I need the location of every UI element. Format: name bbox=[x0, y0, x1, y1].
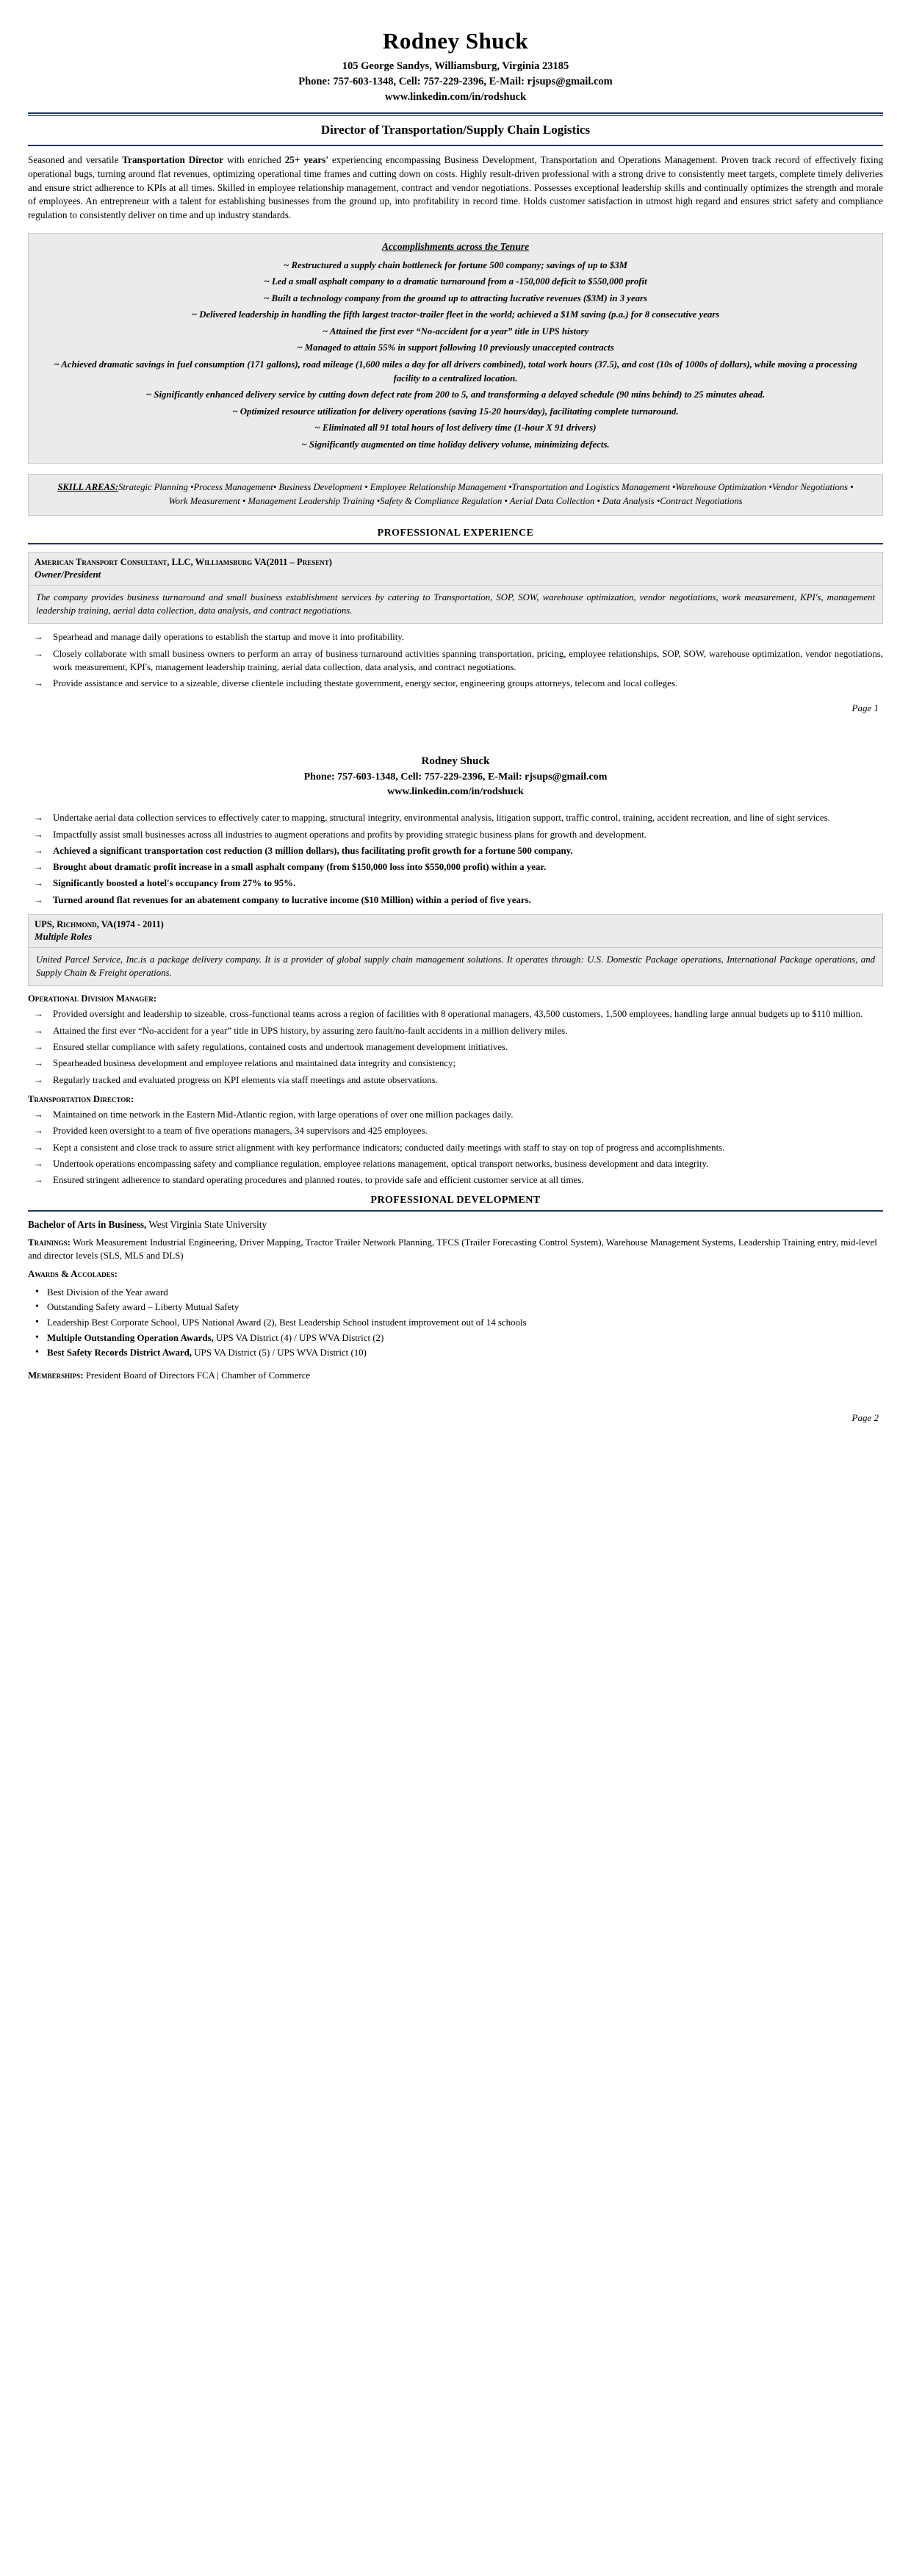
accomplishment-item: ~ Led a small asphalt company to a dramatic turnaround from a -150,000 deficit to $550,000 profit bbox=[264, 276, 647, 287]
resume-page-2 bbox=[0, 722, 911, 1431]
summary-part-1: Seasoned and versatile bbox=[28, 154, 123, 166]
job-role: Owner/President bbox=[35, 569, 101, 580]
section-heading-professional-experience: PROFESSIONAL EXPERIENCE bbox=[377, 528, 534, 539]
accomplishment-item: ~ Restructured a supply chain bottleneck for fortune 500 company; savings of up to $3M bbox=[284, 259, 627, 270]
candidate-linkedin[interactable]: www.linkedin.com/in/rodshuck bbox=[387, 785, 524, 797]
list-item bbox=[28, 1346, 883, 1360]
resume-header bbox=[28, 28, 883, 116]
job-bullet-list-continued bbox=[28, 811, 883, 907]
candidate-phone-email: Phone: 757-603-1348, Cell: 757-229-2396, E-Mail: rjsups@gmail.com bbox=[298, 76, 613, 88]
degree-title: Bachelor of Arts in Business, bbox=[28, 1218, 147, 1230]
accomplishment-item: ~ Significantly enhanced delivery service by cutting down defect rate from 200 to 5, and transforming a delayed schedule (90 mins behind) to 25 minutes ahead. bbox=[145, 389, 766, 400]
list-item: → Ensured stringent adherence to standard operating procedures and planned routes, to provide safe and efficient customer service at all times. bbox=[28, 1173, 883, 1187]
section-divider bbox=[28, 1210, 883, 1212]
memberships-text: President Board of Directors FCA | Chamber of Commerce bbox=[83, 1370, 311, 1381]
awards-label-line bbox=[28, 1267, 883, 1281]
list-item: → Ensured stellar compliance with safety regulations, contained costs and undertook management development initiatives. bbox=[28, 1040, 883, 1054]
list-item: → Provide assistance and service to a sizeable, diverse clientele including thestate government, energy sector, engineering groups attorneys, telecom and local colleges. bbox=[28, 677, 883, 690]
accomplishments-heading: Accomplishments across the Tenure bbox=[381, 240, 530, 252]
summary-part-2: with enriched bbox=[223, 154, 285, 166]
candidate-linkedin[interactable]: www.linkedin.com/in/rodshuck bbox=[384, 91, 527, 104]
award-bold-part: Best Safety Records District Award, bbox=[47, 1348, 192, 1359]
summary-bold-1: Transportation Director bbox=[122, 154, 224, 166]
degree-line bbox=[28, 1219, 883, 1231]
skill-areas-label: SKILL AREAS: bbox=[57, 482, 119, 493]
memberships-label: Memberships: bbox=[28, 1370, 84, 1381]
list-item: → Provided oversight and leadership to sizeable, cross-functional teams across a region of facilities with 8 operational managers, 43,500 customers, 1,500 employees, handling large annual budgets up to $110 million. bbox=[28, 1007, 883, 1021]
accomplishment-item: ~ Optimized resource utilization for delivery operations (saving 15-20 hours/day), facilitating complete turnaround. bbox=[232, 406, 679, 417]
awards-label: Awards & Accolades: bbox=[28, 1268, 118, 1279]
list-item: → Brought about dramatic profit increase in a small asphalt company (from $150,000 loss into $550,000 profit) within a year. bbox=[28, 860, 883, 874]
job-subrole-transportation-director: Transportation Director: bbox=[28, 1093, 134, 1104]
page-number-1: Page 1 bbox=[851, 702, 879, 713]
header-divider-thin bbox=[28, 115, 883, 116]
accomplishment-item: ~ Built a technology company from the ground up to attracting lucrative revenues ($3M) in 3 years bbox=[263, 292, 648, 303]
accomplishment-item: ~ Significantly augmented on time holiday delivery volume, minimizing defects. bbox=[301, 439, 610, 450]
accomplishment-item: ~ Achieved dramatic savings in fuel consumption (171 gallons), road mileage (1,600 miles a day for all drivers combined), total work hours (37.5), and cost (10s of 1000s of dollars), while moving a processing facility to a centralized location. bbox=[54, 359, 857, 384]
list-item: → Undertook operations encompassing safety and compliance regulation, employee relations management, optical transport networks, business development and data integrity. bbox=[28, 1157, 883, 1170]
list-item: → Undertake aerial data collection services to effectively cater to mapping, structural integrity, environmental analysis, litigation support, traffic control, training, accident recreation, and line of sight services. bbox=[28, 811, 883, 824]
professional-summary bbox=[28, 154, 883, 223]
section-divider bbox=[28, 543, 883, 544]
summary-bold-2: 25+ years' bbox=[284, 154, 329, 166]
job-description: United Parcel Service, Inc.is a package delivery company. It is a provider of global supply chain management solutions. It operates through: U.S. Domestic Package operations, International Package operations, and Supply Chain & Freight operations. bbox=[28, 948, 883, 986]
job-subrole-bullet-list bbox=[28, 1007, 883, 1087]
contact-block bbox=[28, 770, 883, 800]
candidate-address: 105 George Sandys, Williamsburg, Virginia 23185 bbox=[342, 60, 569, 72]
trainings-line bbox=[28, 1236, 883, 1263]
candidate-phone-email: Phone: 757-603-1348, Cell: 757-229-2396, E-Mail: rjsups@gmail.com bbox=[303, 771, 608, 782]
section-heading-professional-development: PROFESSIONAL DEVELOPMENT bbox=[370, 1194, 541, 1206]
trainings-text: Work Measurement Industrial Engineering, Driver Mapping, Tractor Trailer Network Planning, TFCS (Trailer Forecasting Control System), Warehouse Management Systems, Leadership Training entry, mid-level and director levels (SLS, MLS and DLS) bbox=[28, 1237, 877, 1262]
list-item: → Provided keen oversight to a team of five operations managers, 34 supervisors and 425 employees. bbox=[28, 1124, 883, 1137]
list-item: → Spearhead and manage daily operations to establish the startup and move it into profitability. bbox=[28, 630, 883, 644]
candidate-name: Rodney Shuck bbox=[421, 755, 490, 767]
job-subrole-operational-division-manager: Operational Division Manager: bbox=[28, 993, 157, 1004]
job-subrole-bullet-list bbox=[28, 1108, 883, 1187]
page-title: Director of Transportation/Supply Chain Logistics bbox=[320, 123, 591, 137]
accomplishment-item: ~ Delivered leadership in handling the fifth largest tractor-trailer fleet in the world; achieved a $1M saving (p.a.) for 8 consecutive years bbox=[191, 309, 720, 320]
job-description: The company provides business turnaround and small business establishment services by catering to Transportation, SOP, SOW, warehouse optimization, vendor negotiations, work measurement, KPI's, management leadership training, aerial data collection, data analysis, and contract negotiations. bbox=[28, 586, 883, 624]
job-entry-american-transport bbox=[28, 552, 883, 691]
memberships-line bbox=[28, 1369, 883, 1383]
job-company: American Transport Consultant, LLC, Williamsburg VA(2011 – Present) bbox=[35, 557, 332, 568]
accomplishment-item: ~ Eliminated all 91 total hours of lost delivery time (1-hour X 91 drivers) bbox=[314, 422, 597, 433]
list-item: → Spearheaded business development and employee relations and maintained data integrity and consistency; bbox=[28, 1057, 883, 1070]
job-bullet-list bbox=[28, 630, 883, 690]
skill-areas-text: Strategic Planning •Process Management• Business Development • Employee Relationship Management •Transportation and Logistics Management •Warehouse Optimization •Vendor Negotiations • Work Measurement • Management Leadership Training •Safety & Compliance Regulation • Aerial Data Collection • Data Analysis •Contract Negotiations bbox=[118, 482, 854, 507]
award-rest: UPS VA District (5) / UPS WVA District (10) bbox=[192, 1348, 367, 1359]
candidate-name: Rodney Shuck bbox=[382, 28, 529, 54]
header-divider-thick bbox=[28, 112, 883, 114]
list-item: → Turned around flat revenues for an abatement company to lucrative income ($10 Million) within a period of five years. bbox=[28, 893, 883, 907]
list-item: • Outstanding Safety award – Liberty Mutual Safety bbox=[28, 1300, 883, 1314]
summary-part-3: experiencing encompassing Business Development, Transportation and Operations Management. Proven track record of effectively fixing operational bugs, turning around flat revenues, optimizing operational time frames and cutting down on costs. Highly result-driven professional with a strong drive to consistently meet targets, complete timely deliveries and ensure strict adherence to KPIs at all times. Skilled in employee relationship management, contract and vendor negotiations. Possesses exceptional leadership skills and continually optimizes the strength and morale of employees. An entrepreneur with a talent for establishing businesses from the ground up, into profitability in record time. Holds customer satisfaction in utmost high regard and ensures strict safety and compliance regulation to consistently deliver on time and up industry standards. bbox=[28, 154, 884, 220]
list-item: → Significantly boosted a hotel's occupancy from 27% to 95%. bbox=[28, 877, 883, 890]
resume-page-1 bbox=[0, 0, 911, 722]
list-item: → Kept a consistent and close track to assure strict alignment with key performance indicators; conducted daily meetings with staff to stay on top of progress and accomplishments. bbox=[28, 1141, 883, 1154]
list-item: → Impactfully assist small businesses across all industries to augment operations and profits by providing strategic business plans for growth and development. bbox=[28, 828, 883, 841]
list-item: • Best Division of the Year award bbox=[28, 1286, 883, 1300]
list-item: → Maintained on time network in the Eastern Mid-Atlantic region, with large operations of over one million packages daily. bbox=[28, 1108, 883, 1121]
accomplishment-item: ~ Managed to attain 55% in support following 10 previously unaccepted contracts bbox=[297, 342, 614, 353]
awards-list bbox=[28, 1286, 883, 1361]
list-item: → Attained the first ever “No-accident for a year” title in UPS history, by assuring zero fault/no-fault accidents in a million delivery miles. bbox=[28, 1024, 883, 1037]
job-header bbox=[28, 552, 883, 586]
list-item: • Leadership Best Corporate School, UPS National Award (2), Best Leadership School instudent improvement out of 14 schools bbox=[28, 1316, 883, 1330]
award-rest: UPS VA District (4) / UPS WVA District (2) bbox=[213, 1332, 384, 1343]
trainings-label: Trainings: bbox=[28, 1237, 71, 1248]
list-item bbox=[28, 1331, 883, 1345]
page-number-2: Page 2 bbox=[851, 1411, 879, 1423]
title-divider bbox=[28, 145, 883, 146]
award-bold-part: Multiple Outstanding Operation Awards, bbox=[47, 1332, 214, 1343]
contact-block bbox=[28, 59, 883, 105]
accomplishment-item: ~ Attained the first ever “No-accident for a year” title in UPS history bbox=[322, 325, 589, 337]
list-item: → Achieved a significant transportation cost reduction (3 million dollars), thus facilitating profit growth for a fortune 500 company. bbox=[28, 844, 883, 857]
job-role: Multiple Roles bbox=[35, 931, 93, 943]
list-item: → Closely collaborate with small business owners to perform an array of business turnaround activities spanning transportation, pricing, employee relationships, SOP, SOW, warehouse optimization, vendor negotiations, work measurement, KPI's, management leadership training, aerial data collection, data analysis, and contract negotiations. bbox=[28, 647, 883, 674]
job-entry-ups bbox=[28, 914, 883, 1187]
job-company: UPS, Richmond, VA(1974 - 2011) bbox=[35, 919, 164, 930]
page2-header bbox=[28, 755, 883, 800]
accomplishments-box bbox=[28, 233, 883, 464]
list-item: → Regularly tracked and evaluated progress on KPI elements via staff meetings and astute observations. bbox=[28, 1073, 883, 1087]
skill-areas-box bbox=[28, 474, 883, 516]
job-header bbox=[28, 914, 883, 948]
degree-school: West Virginia State University bbox=[146, 1218, 267, 1230]
